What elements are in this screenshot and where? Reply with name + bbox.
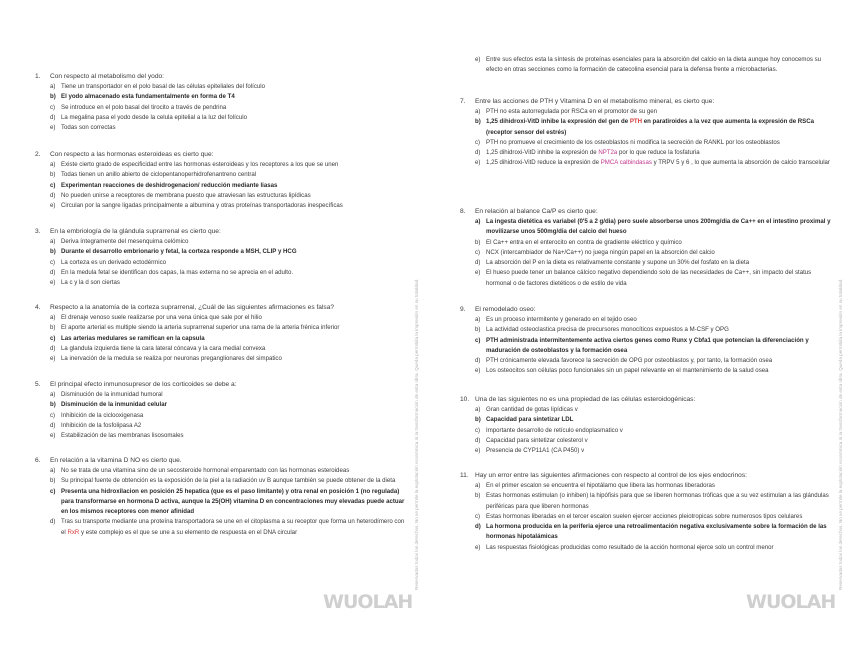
answer-option [35,517,410,538]
option-letter: a) [475,482,481,489]
option-text: La ingesta dietética es variabel (0'5 a 2 g/dia) pero suele absorberse unos 200mg/dia de Ca++ en el intestino proximal y movilizarse unos 500mg/dia del calcio del hueso [486,218,831,236]
question-text: En relación al balance Ca/P es cierto que: [475,208,598,215]
answer-option [35,123,410,133]
option-text-part: en paratiroides a la vez que aumenta la expresión de RSCa (receptor sensor del estrés) [486,118,815,136]
option-text: Disminución de la inmunidad humoral [61,391,163,398]
option-text: El drenaje venoso suele realizarse por una vena única que sale por el hilio [61,314,262,321]
question-text: El remodelado oseo: [475,306,536,313]
option-text-part: por lo que reduce la fosfaturia [617,149,700,157]
option-letter: b) [475,326,481,334]
option-letter: b) [50,171,56,179]
question-block [35,227,410,288]
option-letter: e) [50,279,56,287]
option-letter: e) [475,367,481,375]
option-letter: e) [475,56,481,63]
question-text: Hay un error entre las siguientes afirmaciones con respecto al control de los ejes endocrinos: [475,472,747,479]
copyright-notice-right: Reservados todos los derechos. No se permite la explotación económica ni la transformación de esta obra. Queda permitida la impresión en su totalidad. [838,278,843,590]
option-letter: d) [475,523,481,531]
question-number: 2. [35,151,41,158]
question-title [460,305,832,315]
answer-option [35,160,410,170]
option-text: El yodo almacenado esta fundamentalmente en forma de T4 [61,93,235,101]
option-text: PTH administrada intermitentemente activa ciertos genes como Runx y Cbfa1 que potencian la diferenciación y maduración de osteoblastos y la formación osea [486,336,809,354]
option-text: Todas tienen un anillo abierto de ciclopentanoperhidrofenantreno central [61,171,257,179]
answer-option [35,82,410,92]
question-block [35,456,410,538]
highlighted-term: RxR [67,528,80,536]
option-text: Las arterias medulares se ramifican en la capsula [61,334,205,342]
question-number: 4. [35,304,41,311]
question-title [460,97,832,107]
option-text: Estas hormonas liberadas en el tercer escalon suelen ejercer acciones pleiotropicas sobre numerosos tipos celulares [486,512,803,520]
answer-option [460,315,832,325]
answer-option [460,117,832,138]
option-letter: e) [475,269,481,277]
answer-option [460,336,832,357]
answer-option [35,201,410,211]
answer-option [35,354,410,364]
option-letter: a) [475,406,481,413]
option-text-part: Tras su transporte mediante una proteína transportadora se une en el citoplasma a su receptor que forma un heterodímero con el [61,518,405,536]
option-text: Estas hormonas estimulan (o inhiben) la hipófisis para que se liberen hormonas tróficas que a su vez estimulan a las glándulas periféricas para que liberen hormonas [486,492,829,510]
option-letter: b) [50,93,56,101]
question-block [35,72,410,133]
option-letter: a) [50,83,56,90]
option-letter: a) [50,314,56,321]
option-letter: c) [50,103,56,111]
option-letter: d) [50,421,56,429]
option-letter: b) [475,118,481,126]
option-text-part: 1,25 dihidroxi-VitD inhibe la expresión de [486,149,599,157]
option-text: Inhibición de la fosfolipasa A2 [61,421,142,429]
option-text [486,158,832,168]
question-text: En la embriología de la glándula suprarrenal es cierto que: [50,228,221,235]
answer-option [35,113,410,123]
option-text: Deriva íntegramente del mesenquima celómico [61,238,189,245]
option-text [486,107,832,117]
option-text: Experimentan reacciones de deshidrogenacion/ reducción mediante liasas [61,181,278,189]
answer-option [35,181,410,191]
option-letter: a) [50,467,56,474]
option-letter: e) [50,202,56,210]
option-text: No pueden unirse a receptores de membrana puesto que atraviesan las estructuras lipídicas [61,191,311,199]
answer-option [460,405,832,415]
option-text: La absorción del P en la dieta es relativamente constante y supone un 30% del fosfato en la dieta [486,259,750,267]
question-title [460,207,832,217]
option-letter: c) [50,258,56,266]
question-6-continuation [460,55,832,76]
answer-option [460,55,832,76]
answer-option [35,92,410,102]
answer-option [35,431,410,441]
question-block [460,305,832,377]
option-letter: a) [50,238,56,245]
answer-option [35,103,410,113]
option-letter: c) [475,512,481,520]
option-text: Su principal fuente de obtención es la exposición de la piel a la radiación uv B aunque también se puede obtener de la dieta [61,477,396,485]
answer-option [460,107,832,117]
answer-option [460,366,832,376]
option-text-part: y TRPV 5 y 6 , lo que aumenta la absorción de calcio transcelular [651,159,830,167]
option-text: La hormona producida en la periferia ejerce una retroalimentación negativa exclusivamente sobre la formación de las hormonas hipotalámicas [486,523,827,541]
option-text: Presenta una hidroxilacion en posición 25 hepatica (que es el paso limitante) y otra renal en posición 1 (no regulada) para transformarse en hormona D activa, aunque la 25(OH) vitamina D en concentraciones muy elevadas puede actuar en los mismos receptores con menor afinidad [61,487,405,516]
option-letter: d) [475,436,481,444]
answer-option [460,522,832,543]
option-letter: b) [50,477,56,485]
wuolah-watermark-right: WUOLAH [746,591,836,613]
question-text: Con respecto a las hormonas esteroideas es cierto que: [50,151,214,158]
question-title [35,303,410,313]
option-letter: d) [475,357,481,365]
question-number: 9. [460,306,466,313]
question-block [460,97,832,169]
option-text: Se introduce en el polo basal del tirocito a través de pendrina [61,103,227,111]
option-letter: c) [475,248,481,256]
option-text [61,517,410,538]
answer-option [460,415,832,425]
answer-option [460,325,832,335]
option-text: La actividad osteoclastica precisa de precursores monocíticos expuestos a M-CSF y OPG [486,326,729,334]
option-text: La inervación de la medula se realiza por neuronas preganglionares del simpatico [61,355,282,363]
option-letter: c) [50,411,56,419]
answer-option [35,466,410,476]
option-letter: d) [50,344,56,352]
option-text: Presencia de CYP11A1 (CA P450) v [486,447,585,455]
question-number: 6. [35,457,41,464]
answer-option [35,400,410,410]
question-block [35,380,410,441]
question-block [35,150,410,211]
question-block [35,303,410,364]
option-letter: d) [475,149,481,157]
option-letter: a) [475,218,481,225]
wuolah-watermark-left: WUOLAH [323,591,413,613]
option-letter: c) [50,334,56,342]
question-number: 11. [460,472,469,479]
answer-option [35,334,410,344]
option-letter: d) [50,268,56,276]
answer-option [460,436,832,446]
question-text: El principal efecto inmunosupresor de los corticoides se debe a: [50,381,237,388]
option-text: Estabilización de las membranas lisosomales [61,432,184,440]
option-text [486,138,832,148]
answer-option [35,313,410,323]
question-number: 3. [35,228,41,235]
answer-option [35,390,410,400]
option-letter: e) [475,159,481,167]
option-text: No se trata de una vitamina sino de un secosteroide hormonal emparentado con las hormonas esteroideas [61,467,350,474]
option-text: La megalina pasa el yodo desde la celula epitelial a la luz del folículo [61,113,247,121]
option-letter: e) [50,124,56,132]
option-letter: c) [475,426,481,434]
answer-option [460,491,832,512]
question-number: 10. [460,396,470,403]
answer-option [460,268,832,289]
question-title [460,471,832,481]
answer-option [35,278,410,288]
option-letter: b) [50,248,56,256]
option-text: El aporte arterial es multiple siendo la arteria suprarrenal superior una rama de la arteria frénica inferior [61,324,340,332]
question-title [35,227,410,237]
option-letter: e) [475,543,481,551]
option-letter: a) [475,108,481,115]
option-text: En la medula fetal se identifican dos capas, la mas externa no se aprecia en el adulto. [61,268,294,276]
option-letter: d) [475,259,481,267]
copyright-notice-left: Reservados todos los derechos. No se permite la explotación económica ni la transformación de esta obra. Queda permitida la impresión en su totalidad. [414,278,419,590]
option-letter: d) [50,113,56,121]
question-block [460,207,832,289]
option-letter: a) [50,391,56,398]
option-text: Durante el desarrollo embrionario y fetal, la corteza responde a MSH, CLIP y HCG [61,248,297,256]
question-text: En relación a la vitamina D NO es cierto que. [50,457,182,464]
option-text: Disminución de la inmunidad celular [61,401,167,409]
answer-option [35,411,410,421]
option-letter: e) [50,432,56,440]
option-text: Las respuestas fisiológicas producidas como resultado de la acción hormonal ejerce solo un control menor [486,543,774,551]
option-text [486,148,832,158]
question-block [460,471,832,553]
answer-option [460,217,832,238]
answer-option [460,148,832,158]
option-letter: e) [475,447,481,455]
option-letter: b) [475,238,481,246]
option-letter: b) [475,492,481,500]
option-letter: d) [50,191,56,199]
answer-option [35,237,410,247]
option-text-part: PTH no esta autorregulada por RSCa en el promotor de su gen [486,108,658,115]
option-text: Todas son correctas [61,124,116,132]
answer-option [35,170,410,180]
option-letter: b) [475,416,481,424]
answer-option [460,248,832,258]
option-text [486,117,832,138]
option-text: Tiene un transportador en el polo basal de las células epiteliales del folículo [61,83,266,90]
question-text: Respecto a la anatomía de la corteza suprarrenal, ¿Cuál de las siguientes afirmaciones es falsa? [50,304,335,311]
answer-option [35,191,410,201]
option-letter: c) [50,487,56,495]
option-text: Gran cantidad de gotas lipídicas v [486,406,578,413]
question-block [460,395,832,456]
option-letter: c) [475,138,481,146]
answer-option [460,158,832,168]
option-letter: b) [50,324,56,332]
option-text: La corteza es un derivado ectodérmico [61,258,167,266]
answer-option [460,481,832,491]
option-text: Es un proceso intermitente y generado en el tejido oseo [486,316,637,323]
question-text: Entre las acciones de PTH y Vitamina D en el metabolismo mineral, es cierto que: [475,98,715,105]
question-number: 8. [460,208,466,215]
option-text: El hueso puede tener un balance cálcico negativo dependiendo solo de las necesidades de Ca++, sin impacto del status hormonal o de factores dietéticos o de estilo de vida [486,269,812,287]
option-text: Importante desarrollo de retículo endoplasmatico v [486,426,623,434]
answer-option [35,487,410,518]
answer-option [460,238,832,248]
question-title [35,456,410,466]
highlighted-term: PTH [629,118,642,126]
option-text: Capacidad para sintetizar colesterol v [486,436,588,444]
option-text: Entre sus efectos esta la síntesis de proteínas esenciales para la absorción del calcio en la dieta aunque hoy conocemos su efecto en otras secciones como la formación de catecolina esencial para la defensa frente a microbacterias. [486,56,822,74]
answer-option [35,247,410,257]
option-text: Inhibición de la ciclooxigenasa [61,411,144,419]
answer-option [460,426,832,436]
answer-option [35,268,410,278]
option-text: PTH crónicamente elevada favorece la secreción de OPG por osteoblastos y, por tanto, la formación osea [486,357,773,365]
option-letter: a) [50,161,56,168]
option-text: Los osteocitos son células poco funcionales sin un papel relevante en el mantenimiento de la salud osea [486,367,769,375]
answer-option [35,323,410,333]
answer-option [460,543,832,553]
question-title [460,395,832,405]
question-number: 1. [35,73,41,80]
answer-option [35,258,410,268]
answer-option [460,356,832,366]
question-title [35,150,410,160]
option-text: Circulan por la sangre ligadas principalmente a albumina y otras proteínas transportadoras inespecíficas [61,202,343,210]
answer-option [35,421,410,431]
question-number: 7. [460,98,466,105]
option-text: El Ca++ entra en el enterocito en contra de gradiente eléctrico y químico [486,238,682,246]
question-text: Con respecto al metabolismo del yodo: [50,73,164,80]
option-text: NCX (intercambiador de Na+/Ca++) no juega ningún papel en la absorción del calcio [486,248,715,256]
answer-option [460,258,832,268]
answer-option [35,476,410,486]
option-text-part: PTH no promueve el crecimiento de los osteoblastos ni modifica la secreción de RANKL por los osteoblastos [486,138,780,146]
question-number: 5. [35,381,41,388]
answer-option [460,138,832,148]
option-text: Existe cierto grado de especificidad entre las hormonas esteroideas y los receptores a los que se unen [61,161,339,168]
option-letter: a) [475,316,481,323]
option-text: La c y la d son ciertas [61,279,120,287]
option-letter: d) [50,518,56,526]
highlighted-term: NPT2a [598,149,618,157]
option-letter: e) [50,355,56,363]
option-text-part: 1,25 dihidroxi-VitD reduce la expresión de [486,159,601,167]
option-letter: c) [475,336,481,344]
question-text: Una de las siguientes no es una propiedad de las células esteroidogénicas: [475,396,696,403]
option-letter: c) [50,181,56,189]
option-text: Capacidad para sintetizar LDL [486,416,574,424]
question-title [35,72,410,82]
option-text: En el primer escalon se encuentra el hipotálamo que libera las hormonas liberadoras [486,482,715,489]
option-text-part: 1,25 dihidroxi-VitD inhibe la expresión del gen de [486,118,630,126]
option-letter: b) [50,401,56,409]
option-text: La glandula izquierda tiene la cara lateral cóncava y la cara medial convexa [61,344,266,352]
highlighted-term: calbindasas [619,159,652,167]
answer-option [35,344,410,354]
option-text-part: y este complejo es el que se une a su elemento de respuesta en el DNA circular [79,528,298,536]
answer-option [460,446,832,456]
question-title [35,380,410,390]
highlighted-term: PMCA [600,159,619,167]
answer-option [460,512,832,522]
